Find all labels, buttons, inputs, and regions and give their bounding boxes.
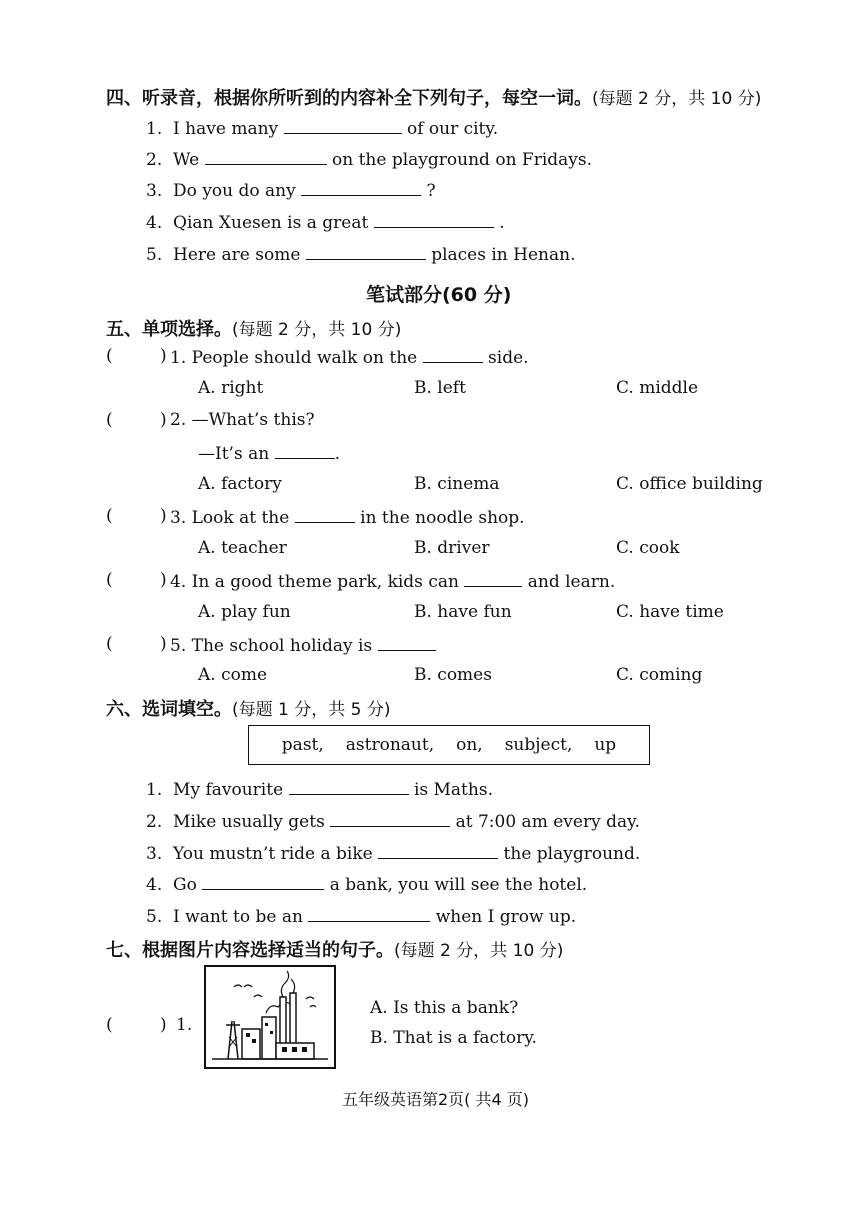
word-bank-word: on,	[456, 735, 483, 755]
option-a[interactable]: A. come	[198, 665, 268, 685]
answer-paren-close: )	[160, 1015, 167, 1035]
question-number: 1.	[170, 348, 187, 368]
question-number: 1.	[176, 1015, 193, 1035]
question-text: In a good theme park, kids can	[191, 572, 459, 592]
question-number: 2.	[170, 410, 187, 430]
question-text: People should walk on the	[191, 348, 418, 368]
item-number: 2.	[146, 150, 163, 170]
option-b[interactable]: B. have fun	[414, 602, 512, 622]
option-a[interactable]: A. teacher	[198, 538, 287, 558]
item-text: at 7:00 am every day.	[455, 812, 640, 832]
answer-paren-open[interactable]: (	[106, 410, 113, 430]
answer-blank[interactable]	[423, 346, 483, 363]
answer-paren-close: )	[160, 410, 167, 430]
s5-q4-stem	[170, 570, 615, 592]
item-text: Qian Xuesen is a great	[173, 213, 369, 233]
s5-q3-stem	[170, 506, 525, 528]
s4-item-2	[146, 148, 592, 170]
item-number: 2.	[146, 812, 163, 832]
answer-blank[interactable]	[378, 842, 498, 859]
answer-paren-open[interactable]: (	[106, 570, 113, 590]
item-text: Go	[173, 875, 197, 895]
section4-heading	[106, 84, 761, 110]
page-footer: 五年级英语第2页( 共4 页)	[342, 1090, 530, 1109]
option-b[interactable]: B. left	[414, 378, 466, 398]
answer-paren-open[interactable]: (	[106, 1015, 113, 1035]
s5-q2-stem2	[198, 442, 340, 464]
s5-q5-stem	[170, 634, 436, 656]
s4-item-1	[146, 117, 498, 139]
question-text: .	[334, 444, 340, 464]
answer-blank[interactable]	[205, 148, 327, 165]
item-text: ?	[426, 181, 436, 201]
question-text: —What’s this?	[191, 410, 315, 430]
item-text: Do you do any	[173, 181, 296, 201]
s6-item-4	[146, 873, 587, 895]
option-c[interactable]: C. cook	[616, 538, 680, 558]
item-number: 5.	[146, 245, 163, 265]
answer-paren-open[interactable]: (	[106, 506, 113, 526]
option-b[interactable]: B. driver	[414, 538, 490, 558]
question-number: 5.	[170, 636, 187, 656]
answer-blank[interactable]	[374, 211, 494, 228]
answer-blank[interactable]	[289, 778, 409, 795]
answer-blank[interactable]	[308, 905, 430, 922]
answer-paren-close: )	[160, 346, 167, 366]
item-text: Here are some	[173, 245, 301, 265]
answer-blank[interactable]	[301, 179, 421, 196]
question-text: The school holiday is	[191, 636, 373, 656]
option-c[interactable]: C. office building	[616, 474, 763, 494]
question-number: 3.	[170, 508, 187, 528]
s4-item-4	[146, 211, 505, 233]
factory-picture	[204, 965, 336, 1069]
answer-blank[interactable]	[330, 810, 450, 827]
item-text: when I grow up.	[435, 907, 577, 927]
item-text: Mike usually gets	[173, 812, 325, 832]
s5-q2-stem	[170, 410, 315, 430]
word-bank-word: subject,	[504, 735, 573, 755]
question-number: 4.	[170, 572, 187, 592]
option-b[interactable]: B. cinema	[414, 474, 500, 494]
s6-item-2	[146, 810, 640, 832]
option-a[interactable]: A. factory	[198, 474, 282, 494]
item-text: the playground.	[503, 844, 641, 864]
item-number: 1.	[146, 119, 163, 139]
item-number: 4.	[146, 213, 163, 233]
item-number: 3.	[146, 844, 163, 864]
option-b[interactable]: B. comes	[414, 665, 492, 685]
question-text: in the noodle shop.	[360, 508, 525, 528]
item-text: of our city.	[406, 119, 499, 139]
question-text: —It’s an	[198, 444, 270, 464]
answer-blank[interactable]	[295, 506, 355, 523]
answer-paren-close: )	[160, 634, 167, 654]
answer-blank[interactable]	[306, 243, 426, 260]
answer-paren-open[interactable]: (	[106, 634, 113, 654]
section6-heading	[106, 695, 391, 721]
item-text: .	[499, 213, 505, 233]
section5-heading	[106, 315, 401, 341]
answer-blank[interactable]	[378, 634, 436, 651]
answer-blank[interactable]	[464, 570, 522, 587]
item-text: I have many	[173, 119, 279, 139]
item-number: 5.	[146, 907, 163, 927]
section6-note: (每题 1 分，共 5 分)	[232, 700, 391, 720]
option-a[interactable]: A. right	[198, 378, 264, 398]
answer-blank[interactable]	[202, 873, 324, 890]
question-text: side.	[488, 348, 529, 368]
item-text: places in Henan.	[431, 245, 576, 265]
section5-title: 五、单项选择。	[106, 319, 232, 340]
s4-item-3	[146, 179, 436, 201]
answer-paren-close: )	[160, 506, 167, 526]
option-c[interactable]: C. have time	[616, 602, 724, 622]
section4-note: (每题 2 分，共 10 分)	[592, 89, 762, 109]
option-b[interactable]: B. That is a factory.	[370, 1028, 537, 1048]
written-part-title: 笔试部分(60 分)	[366, 284, 512, 306]
word-bank-word: astronaut,	[345, 735, 435, 755]
option-a[interactable]: A. play fun	[198, 602, 291, 622]
item-text: I want to be an	[173, 907, 303, 927]
section5-note: (每题 2 分，共 10 分)	[232, 320, 402, 340]
item-number: 4.	[146, 875, 163, 895]
item-text: on the playground on Fridays.	[332, 150, 593, 170]
option-c[interactable]: C. coming	[616, 665, 703, 685]
s6-item-1	[146, 778, 493, 800]
word-bank-word: past,	[281, 735, 324, 755]
option-c[interactable]: C. middle	[616, 378, 699, 398]
question-text: and learn.	[527, 572, 616, 592]
answer-paren-close: )	[160, 570, 167, 590]
item-text: My favourite	[173, 780, 284, 800]
answer-blank[interactable]	[284, 117, 402, 134]
s4-item-5	[146, 243, 575, 265]
item-number: 3.	[146, 181, 163, 201]
word-bank-word: up	[594, 735, 617, 755]
s6-item-5	[146, 905, 576, 927]
factory-illustration	[206, 967, 334, 1067]
item-text: You mustn’t ride a bike	[173, 844, 373, 864]
section7-title: 七、根据图片内容选择适当的句子。	[106, 940, 394, 961]
s6-item-3	[146, 842, 640, 864]
section6-title: 六、选词填空。	[106, 699, 232, 720]
item-number: 1.	[146, 780, 163, 800]
answer-blank[interactable]	[275, 442, 335, 459]
item-text: is Maths.	[413, 780, 493, 800]
s5-q1-stem	[170, 346, 529, 368]
section4-title: 四、听录音，根据你所听到的内容补全下列句子，每空一词。	[106, 88, 592, 109]
option-a[interactable]: A. Is this a bank?	[370, 998, 519, 1018]
section7-note: (每题 2 分，共 10 分)	[394, 941, 564, 961]
section7-heading	[106, 936, 563, 962]
question-text: Look at the	[191, 508, 290, 528]
answer-paren-open[interactable]: (	[106, 346, 113, 366]
word-bank-box	[248, 725, 650, 765]
item-text: We	[173, 150, 200, 170]
item-text: a bank, you will see the hotel.	[329, 875, 588, 895]
